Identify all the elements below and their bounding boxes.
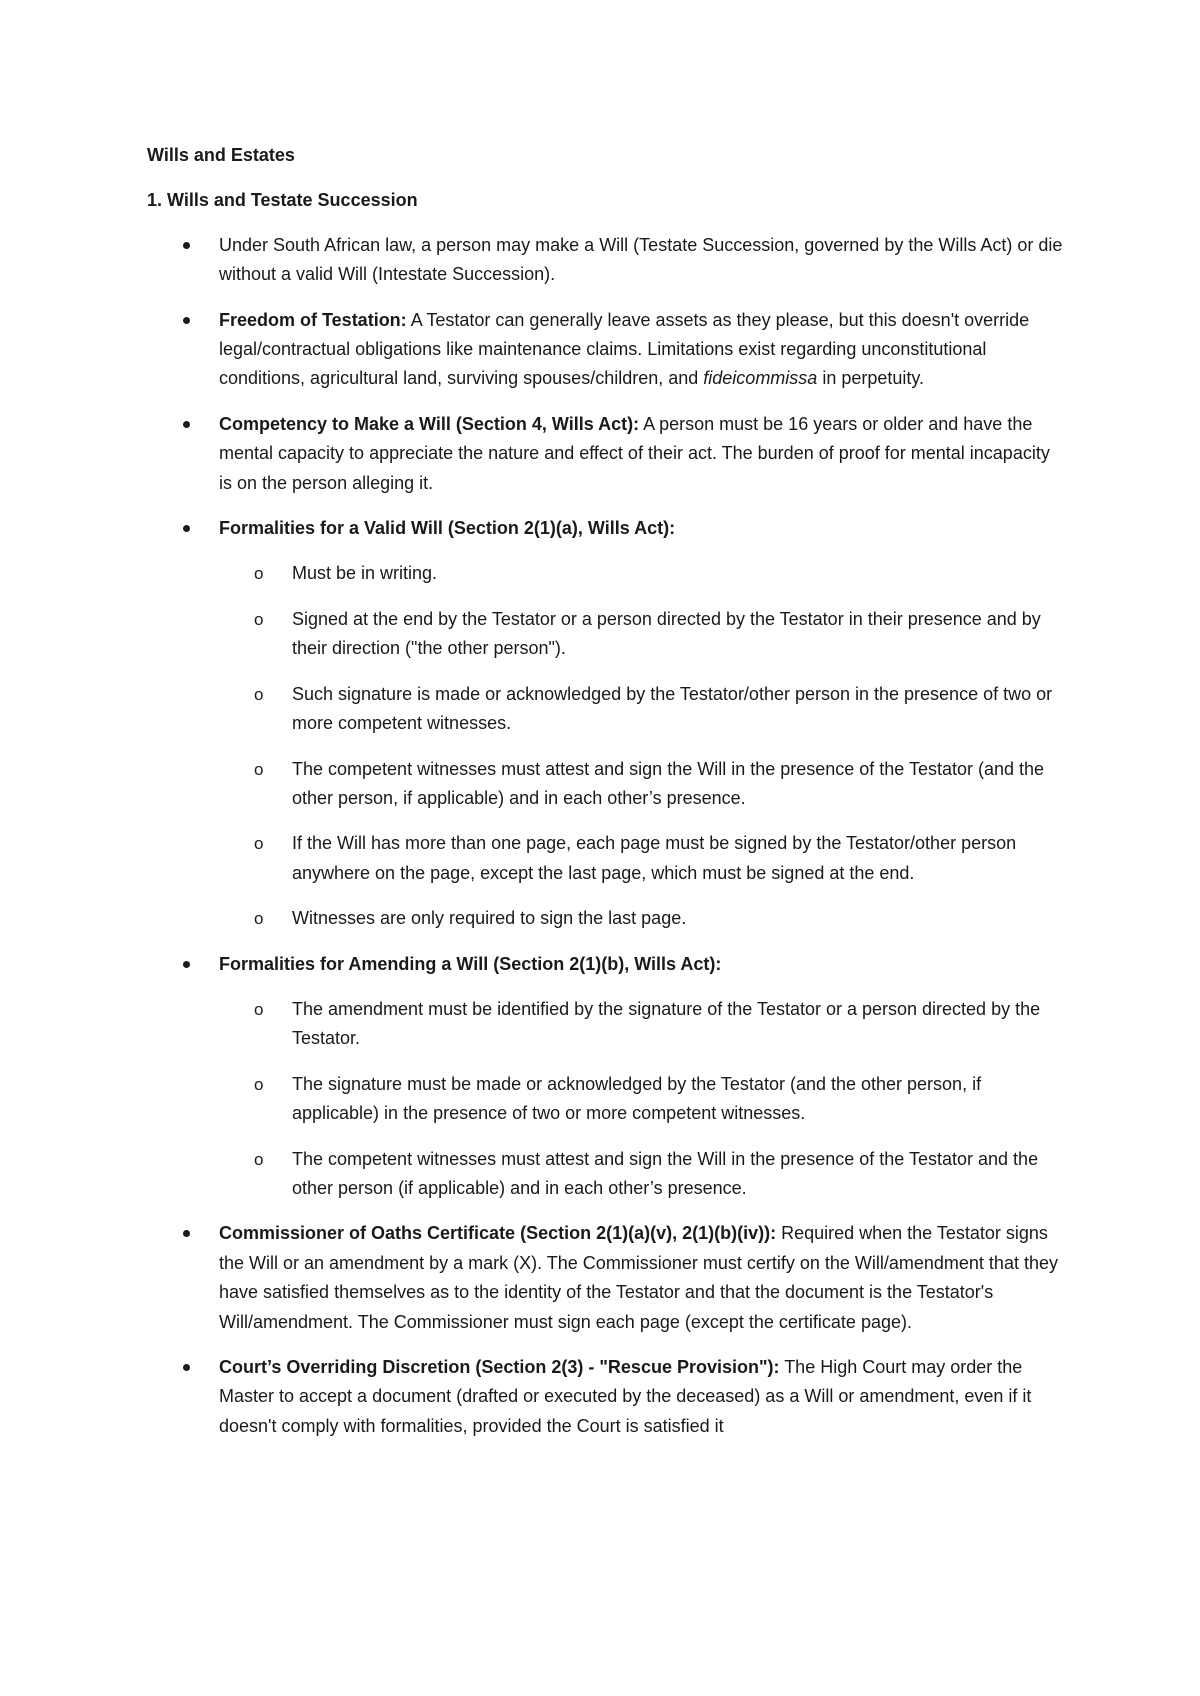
sub-item xyxy=(147,755,1067,814)
bullet-item-formalities-valid-will xyxy=(147,514,1067,543)
sub-item-text: Such signature is made or acknowledged by the Testator/other person in the presence of two or more competent witnesses. xyxy=(292,683,1053,734)
bullet-text: A person must be 16 years or older and have the mental capacity to appreciate the nature and effect of their act. The burden of proof for mental incapacity is on the person alleging it. xyxy=(219,413,1050,493)
bullet-item-competency xyxy=(147,410,1067,498)
bullet-item-formalities-amending xyxy=(147,950,1067,979)
sub-item-text: The signature must be made or acknowledged by the Testator (and the other person, if applicable) in the presence of two or more competent witnesses. xyxy=(292,1073,982,1124)
sub-item xyxy=(147,1070,1067,1129)
sub-marker: o xyxy=(254,999,264,1019)
bullet-label: Court’s Overriding Discretion (Section 2(3) - "Rescue Provision"): xyxy=(219,1357,780,1377)
bullet-text: A Testator can generally leave assets as they please, but this doesn't override legal/contractual obligations like maintenance claims. Limitations exist regarding unconstitutional conditions, agricultural land, surviving spouses/children, and xyxy=(219,309,1030,389)
sub-item-text: If the Will has more than one page, each page must be signed by the Testator/other person anywhere on the page, except the last page, which must be signed at the end. xyxy=(292,833,1017,883)
sub-item xyxy=(147,995,1067,1054)
sub-item xyxy=(147,559,1067,588)
document-title: Wills and Estates xyxy=(147,145,295,165)
sub-marker: o xyxy=(254,1074,264,1094)
bullet-item-freedom-of-testation xyxy=(147,306,1067,394)
bullet-text: The High Court may order the Master to accept a document (drafted or executed by the deceased) as a Will or amendment, even if it doesn't comply with formalities, provided the Court is satisfied it xyxy=(219,1357,1032,1436)
bullet-italic-term: fideicommissa xyxy=(703,368,818,389)
bullet-label: Competency to Make a Will (Section 4, Wills Act): xyxy=(219,413,640,434)
sub-marker: o xyxy=(254,1149,264,1169)
sub-item xyxy=(147,680,1067,739)
bullet-label: Commissioner of Oaths Certificate (Section 2(1)(a)(v), 2(1)(b)(iv)): xyxy=(219,1223,777,1244)
section-heading: 1. Wills and Testate Succession xyxy=(147,190,418,211)
sub-item xyxy=(147,1145,1067,1204)
sub-marker: o xyxy=(254,909,264,929)
sub-item-text: The competent witnesses must attest and sign the Will in the presence of the Testator (and the other person, if applicable) and in each other’s presence. xyxy=(292,758,1045,808)
bullet-text: Under South African law, a person may make a Will (Testate Succession, governed by the Wills Act) or die without a valid Will (Intestate Succession). xyxy=(219,234,1063,285)
sub-item-text: Witnesses are only required to sign the last page. xyxy=(292,908,687,929)
bullet-text: Required when the Testator signs the Will or an amendment by a mark (X). The Commissioner must certify on the Will/amendment that they have satisfied themselves as to the identity of the Testator and that the document is the Testator's Will/amendment. The Commissioner must sign each page (except the certificate page). xyxy=(219,1223,1058,1332)
sub-marker: o xyxy=(254,759,264,779)
sub-item xyxy=(147,605,1067,664)
bullet-item-commissioner-of-oaths xyxy=(147,1219,1067,1337)
sub-marker: o xyxy=(254,684,264,704)
sub-item-text: The competent witnesses must attest and sign the Will in the presence of the Testator and the other person (if applicable) and in each other’s presence. xyxy=(292,1148,1039,1198)
sub-item-text: Must be in writing. xyxy=(292,563,438,584)
sub-marker: o xyxy=(254,609,264,629)
sub-item-text: Signed at the end by the Testator or a person directed by the Testator in their presence and by their direction ("the other person"). xyxy=(292,608,1041,659)
sub-item xyxy=(147,904,1067,933)
sub-marker: o xyxy=(254,834,264,854)
bullet-label: Formalities for a Valid Will (Section 2(1)(a), Wills Act): xyxy=(219,518,676,539)
bullet-item-court-discretion xyxy=(147,1353,1067,1441)
bullet-text-end: in perpetuity. xyxy=(817,368,925,389)
sub-item-text: The amendment must be identified by the signature of the Testator or a person directed by the Testator. xyxy=(292,998,1041,1049)
sub-item xyxy=(147,829,1067,888)
document-body xyxy=(147,141,1067,1457)
bullet-label: Formalities for Amending a Will (Section 2(1)(b), Wills Act): xyxy=(219,953,722,974)
bullet-item-intro xyxy=(147,231,1067,290)
bullet-label: Freedom of Testation: xyxy=(219,309,407,330)
sub-marker: o xyxy=(254,564,264,584)
